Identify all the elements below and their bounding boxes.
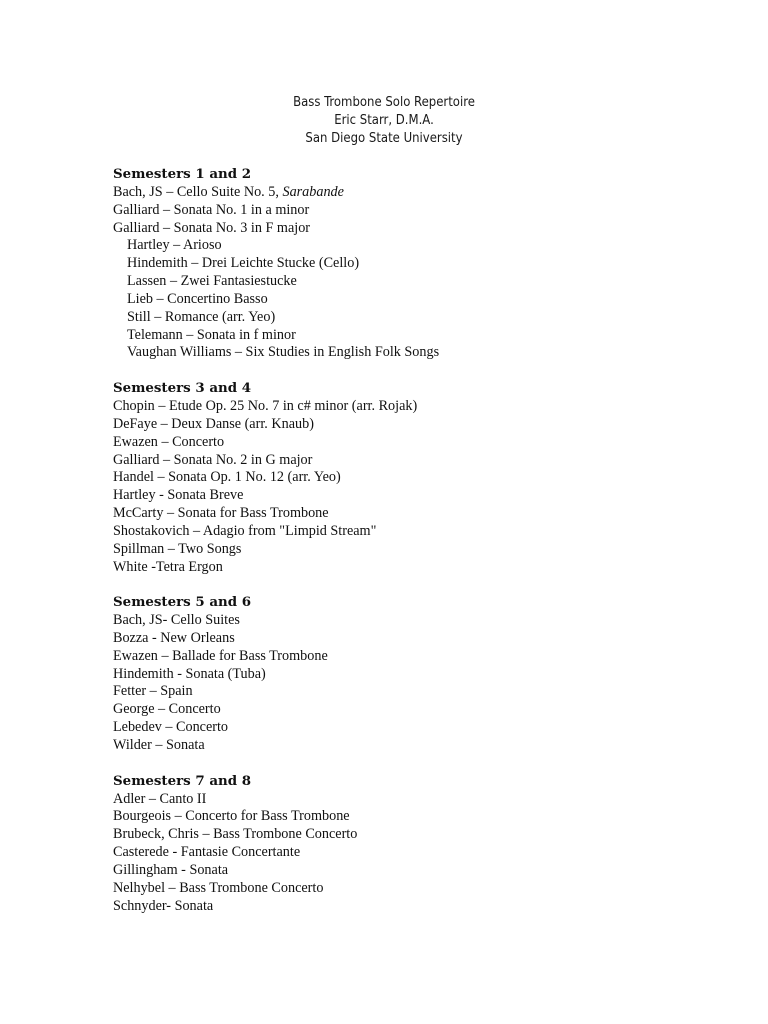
entry-text: Chopin – Etude Op. 25 No. 7 in c# minor (arr. Rojak): [113, 397, 418, 414]
entry-text: McCarty – Sonata for Bass Trombone: [113, 505, 329, 522]
repertoire-entry: [113, 880, 713, 898]
entry-text: Hindemith – Drei Leichte Stucke (Cello): [127, 255, 360, 272]
entry-text: White -Tetra Ergon: [113, 558, 223, 575]
repertoire-entry: [113, 541, 713, 559]
repertoire-entry: [113, 701, 713, 719]
repertoire-entry: [113, 255, 713, 273]
entry-text: Galliard – Sonata No. 3 in F major: [113, 219, 311, 236]
repertoire-entry: [113, 202, 713, 220]
institution-name: San Diego State University: [305, 131, 463, 146]
section-semesters-7-8: [113, 773, 713, 916]
repertoire-entry: [113, 505, 713, 523]
entry-text: Lassen – Zwei Fantasiestucke: [127, 273, 297, 290]
repertoire-entry: [113, 844, 713, 862]
section-title: Semesters 3 and 4: [113, 380, 252, 397]
repertoire-entry: [113, 291, 713, 309]
repertoire-entry: [113, 523, 713, 541]
repertoire-entry: [113, 487, 713, 505]
repertoire-entry: [113, 666, 713, 684]
repertoire-entry: [113, 862, 713, 880]
repertoire-entry: [113, 434, 713, 452]
repertoire-entry: [113, 737, 713, 755]
repertoire-entry: [113, 898, 713, 916]
entry-text: Bach, JS – Cello Suite No. 5,: [113, 183, 283, 200]
entry-text: Hindemith - Sonata (Tuba): [113, 665, 266, 682]
entry-text: Bourgeois – Concerto for Bass Trombone: [113, 808, 350, 825]
entry-text: Galliard – Sonata No. 2 in G major: [113, 451, 313, 468]
entry-text: George – Concerto: [113, 701, 221, 718]
repertoire-entry: [113, 220, 713, 238]
entry-text: Spillman – Two Songs: [113, 540, 242, 557]
section-title: Semesters 7 and 8: [113, 772, 252, 789]
repertoire-entry: [113, 808, 713, 826]
section-title: Semesters 1 and 2: [113, 166, 252, 182]
repertoire-entry: [113, 791, 713, 809]
entry-text: Wilder – Sonata: [113, 737, 205, 753]
entry-text: Vaughan Williams – Six Studies in English Folk Songs: [127, 344, 440, 361]
entry-text: Brubeck, Chris – Bass Trombone Concerto: [113, 826, 358, 843]
entry-text: Ewazen – Ballade for Bass Trombone: [113, 647, 328, 664]
repertoire-entry: [113, 327, 713, 345]
entry-text: Schnyder- Sonata: [113, 897, 214, 914]
entry-text: Still – Romance (arr. Yeo): [127, 308, 276, 325]
entry-text: Galliard – Sonata No. 1 in a minor: [113, 201, 310, 218]
repertoire-entry: [113, 612, 713, 630]
entry-text: Fetter – Spain: [113, 683, 193, 700]
repertoire-entry: [113, 648, 713, 666]
entry-text: Ewazen – Concerto: [113, 433, 225, 450]
entry-text: Nelhybel – Bass Trombone Concerto: [113, 879, 324, 896]
entry-italic-title: Sarabande: [282, 183, 344, 200]
repertoire-entry: [113, 630, 713, 648]
entry-text: Handel – Sonata Op. 1 No. 12 (arr. Yeo): [113, 469, 341, 486]
repertoire-entry: [113, 683, 713, 701]
section-semesters-3-4: [113, 380, 713, 576]
section-semesters-1-2: [113, 166, 713, 362]
section-title: Semesters 5 and 6: [113, 594, 252, 611]
repertoire-entry: [113, 826, 713, 844]
repertoire-entry: [113, 469, 713, 487]
document-title: Bass Trombone Solo Repertoire: [293, 95, 475, 110]
entry-text: Gillingham - Sonata: [113, 861, 229, 878]
entry-text: Lieb – Concertino Basso: [127, 290, 268, 307]
entry-text: Telemann – Sonata in f minor: [127, 326, 296, 343]
entry-text: DeFaye – Deux Danse (arr. Knaub): [113, 415, 314, 432]
repertoire-entry: [113, 184, 713, 202]
author-name: Eric Starr, D.M.A.: [334, 113, 434, 128]
repertoire-entry: [113, 719, 713, 737]
entry-text: Shostakovich – Adagio from "Limpid Stream": [113, 522, 377, 539]
repertoire-entry: [113, 398, 713, 416]
repertoire-entry: [113, 452, 713, 470]
repertoire-entry: [113, 273, 713, 291]
repertoire-entry: [113, 559, 713, 577]
document-header: [0, 94, 768, 148]
repertoire-list: [113, 166, 713, 933]
entry-text: Bach, JS- Cello Suites: [113, 612, 240, 629]
entry-text: Adler – Canto II: [113, 790, 207, 807]
repertoire-entry: [113, 309, 713, 327]
entry-text: Casterede - Fantasie Concertante: [113, 844, 301, 861]
entry-text: Hartley - Sonata Breve: [113, 487, 244, 504]
section-semesters-5-6: [113, 594, 713, 755]
repertoire-entry: [113, 416, 713, 434]
repertoire-entry: [113, 344, 713, 362]
entry-text: Bozza - New Orleans: [113, 629, 235, 646]
entry-text: Lebedev – Concerto: [113, 719, 229, 736]
repertoire-entry: [113, 237, 713, 255]
entry-text: Hartley – Arioso: [127, 237, 222, 254]
